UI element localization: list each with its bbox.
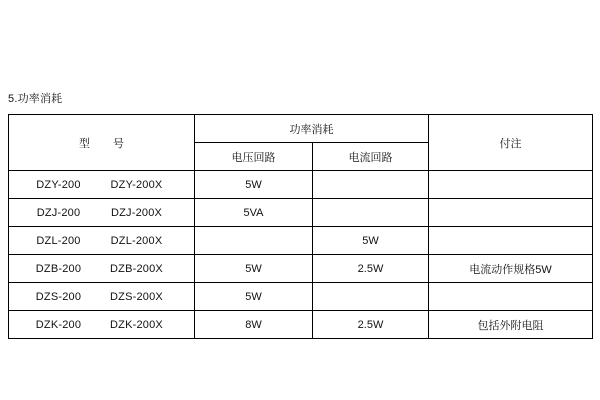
header-note: 付注 — [429, 115, 593, 171]
cell-current — [313, 283, 429, 311]
cell-voltage: 5W — [195, 255, 313, 283]
model-code-right: DZY-200X — [110, 178, 163, 191]
header-voltage-circuit: 电压回路 — [195, 143, 313, 171]
cell-model — [9, 227, 195, 255]
table-body — [9, 171, 593, 339]
table-row — [9, 171, 593, 199]
model-code-right: DZK-200X — [110, 318, 163, 331]
cell-note: 电流动作规格5W — [429, 255, 593, 283]
model-code-right: DZB-200X — [110, 262, 163, 275]
header-model: 型 号 — [9, 115, 195, 171]
cell-voltage: 5W — [195, 283, 313, 311]
table-row — [9, 283, 593, 311]
cell-note — [429, 283, 593, 311]
model-code-left: DZB-200 — [35, 262, 82, 275]
cell-note: 包括外附电阻 — [429, 311, 593, 339]
cell-current: 2.5W — [313, 311, 429, 339]
cell-note — [429, 199, 593, 227]
cell-model — [9, 311, 195, 339]
header-current-circuit: 电流回路 — [313, 143, 429, 171]
table-header-row-1 — [9, 115, 593, 143]
cell-current — [313, 199, 429, 227]
power-consumption-table-wrapper — [8, 114, 592, 339]
cell-model — [9, 255, 195, 283]
cell-voltage — [195, 227, 313, 255]
table-row — [9, 227, 593, 255]
model-code-left: DZY-200 — [36, 178, 81, 191]
model-code-left: DZK-200 — [35, 318, 82, 331]
cell-current: 5W — [313, 227, 429, 255]
power-consumption-table — [8, 114, 593, 339]
table-row — [9, 311, 593, 339]
cell-current: 2.5W — [313, 255, 429, 283]
header-power-consumption: 功率消耗 — [195, 115, 429, 143]
model-code-right: DZJ-200X — [110, 206, 163, 219]
table-head — [9, 115, 593, 171]
table-row — [9, 199, 593, 227]
section-title: 5.功率消耗 — [8, 93, 63, 105]
model-code-left: DZS-200 — [35, 290, 82, 303]
cell-voltage: 5VA — [195, 199, 313, 227]
cell-model — [9, 171, 195, 199]
cell-voltage: 8W — [195, 311, 313, 339]
cell-current — [313, 171, 429, 199]
cell-note — [429, 171, 593, 199]
table-row — [9, 255, 593, 283]
model-code-right: DZS-200X — [110, 290, 163, 303]
model-code-left: DZL-200 — [36, 234, 81, 247]
cell-model — [9, 199, 195, 227]
model-code-right: DZL-200X — [110, 234, 163, 247]
cell-model — [9, 283, 195, 311]
model-code-left: DZJ-200 — [36, 206, 81, 219]
cell-voltage: 5W — [195, 171, 313, 199]
cell-note — [429, 227, 593, 255]
